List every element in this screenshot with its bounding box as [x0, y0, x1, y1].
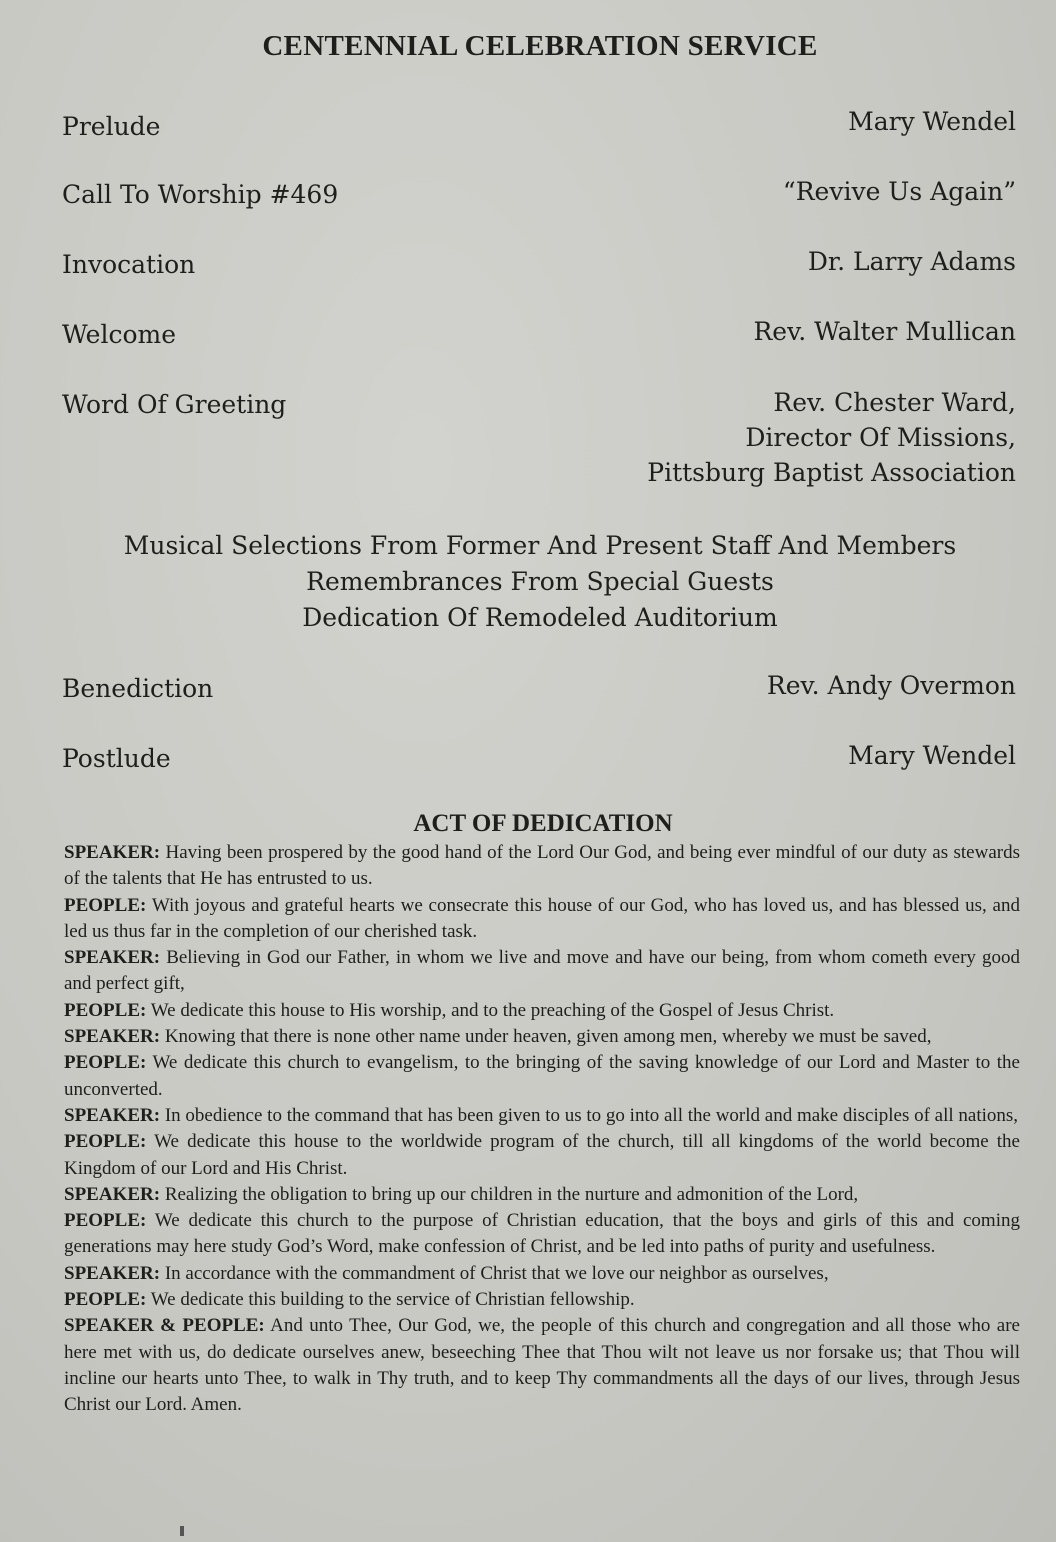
service-detail-line: Pittsburg Baptist Association: [647, 458, 1016, 487]
responsive-reading-line: [64, 1024, 1020, 1050]
responsive-reading-line: [64, 1182, 1020, 1208]
speaker-label: SPEAKER:: [64, 1026, 161, 1048]
reading-text: We dedicate this church to the purpose of Christian education, that the boys and girls of this and coming generations may here study God’s Word, make confession of Christ, and be led into paths of purity and usefulness.: [64, 1210, 1020, 1258]
reading-text: With joyous and grateful hearts we consecrate this house of our God, who has loved us, and has blessed us, and led us thus far in the completion of our cherished task.: [64, 894, 1020, 942]
speaker-label: SPEAKER:: [64, 842, 161, 863]
responsive-reading-line: [64, 840, 1020, 893]
centered-program-items: [0, 528, 1056, 636]
reading-text: Having been prospered by the good hand of the Lord Our God, and being ever mindful of our duty as stewards of the talents that He has entrusted to us.: [64, 842, 1020, 890]
responsive-reading-line: [64, 1050, 1020, 1103]
speaker-label: SPEAKER:: [64, 947, 161, 969]
speaker-label: SPEAKER:: [64, 1104, 161, 1126]
service-detail: [808, 244, 1016, 279]
paper-speck: [180, 1526, 184, 1536]
program-item-dedication: Dedication Of Remodeled Auditorium: [302, 603, 778, 632]
speaker-label: PEOPLE:: [64, 894, 147, 916]
reading-text: We dedicate this house to the worldwide program of the church, till all kingdoms of the world become the Kingdom of our Lord and His Christ.: [64, 1131, 1020, 1179]
responsive-reading-line: [64, 1208, 1020, 1261]
service-detail: Mary Wendel: [848, 741, 1016, 770]
page-title: CENTENNIAL CELEBRATION SERVICE: [262, 30, 818, 62]
responsive-reading-line: [64, 1261, 1020, 1287]
speaker-label: PEOPLE:: [64, 1289, 147, 1311]
service-detail: [783, 174, 1016, 209]
service-detail-line: Rev. Walter Mullican: [753, 317, 1016, 346]
service-item: Postlude: [62, 744, 171, 773]
speaker-label: SPEAKER & PEOPLE:: [64, 1315, 265, 1337]
service-item: Call To Worship #469: [62, 180, 339, 209]
responsive-reading-line: [64, 1103, 1020, 1129]
speaker-label: PEOPLE:: [64, 1131, 147, 1153]
service-detail: [848, 104, 1016, 139]
responsive-reading-line: [64, 893, 1020, 946]
service-item: Word Of Greeting: [62, 390, 287, 419]
speaker-label: SPEAKER:: [64, 1183, 161, 1205]
service-detail: [753, 314, 1016, 349]
reading-text: We dedicate this building to the service of Christian fellowship.: [150, 1289, 635, 1311]
reading-text: Knowing that there is none other name under heaven, given among men, whereby we must be saved,: [164, 1026, 932, 1048]
speaker-label: PEOPLE:: [64, 1210, 147, 1232]
act-of-dedication-text: [64, 840, 1020, 1419]
responsive-reading-line: [64, 945, 1020, 998]
reading-text: In accordance with the commandment of Christ that we love our neighbor as ourselves,: [164, 1262, 829, 1284]
responsive-reading-line: [64, 998, 1020, 1024]
service-item: Prelude: [62, 112, 161, 141]
reading-text: We dedicate this house to His worship, and to the preaching of the Gospel of Jesus Christ.: [150, 999, 835, 1021]
service-item: Invocation: [62, 250, 196, 279]
reading-text: Realizing the obligation to bring up our children in the nurture and admonition of the Lord,: [164, 1183, 859, 1205]
speaker-label: PEOPLE:: [64, 1052, 147, 1074]
responsive-reading-line: [64, 1129, 1020, 1182]
service-item: Welcome: [62, 320, 177, 349]
service-detail-line: Director Of Missions,: [745, 423, 1016, 452]
reading-text: In obedience to the command that has been given to us to go into all the world and make disciples of all nations,: [164, 1104, 1019, 1126]
responsive-reading-line: [64, 1313, 1020, 1418]
service-detail-line: Mary Wendel: [848, 107, 1016, 136]
reading-text: Believing in God our Father, in whom we live and move and have our being, from whom cometh every good and perfect gift,: [64, 947, 1020, 995]
service-detail-line: Dr. Larry Adams: [807, 247, 1016, 276]
speaker-label: SPEAKER:: [64, 1262, 161, 1284]
program-item-musical-selections: Musical Selections From Former And Present Staff And Members: [123, 531, 957, 560]
service-detail-line: “Revive Us Again”: [782, 177, 1016, 206]
reading-text: We dedicate this church to evangelism, to the bringing of the saving knowledge of our Lord and Master to the unconverted.: [64, 1052, 1020, 1100]
service-item: Benediction: [62, 674, 214, 703]
responsive-reading-line: [64, 1287, 1020, 1313]
service-detail: [647, 385, 1016, 490]
service-detail: Rev. Andy Overmon: [766, 671, 1016, 700]
service-detail-line: Rev. Chester Ward,: [773, 388, 1016, 417]
act-of-dedication-title: ACT OF DEDICATION: [413, 810, 673, 837]
reading-text: And unto Thee, Our God, we, the people of this church and congregation and all those who are here met with us, do dedicate ourselves anew, beseeching Thee that Thou wilt not leave us nor forsake us; that Thou will incline our hearts unto Thee, to walk in Thy truth, and to keep Thy commandments all the days of our lives, through Jesus Christ our Lord. Amen.: [64, 1315, 1020, 1416]
program-item-remembrances: Remembrances From Special Guests: [306, 567, 774, 596]
speaker-label: PEOPLE:: [64, 999, 147, 1021]
